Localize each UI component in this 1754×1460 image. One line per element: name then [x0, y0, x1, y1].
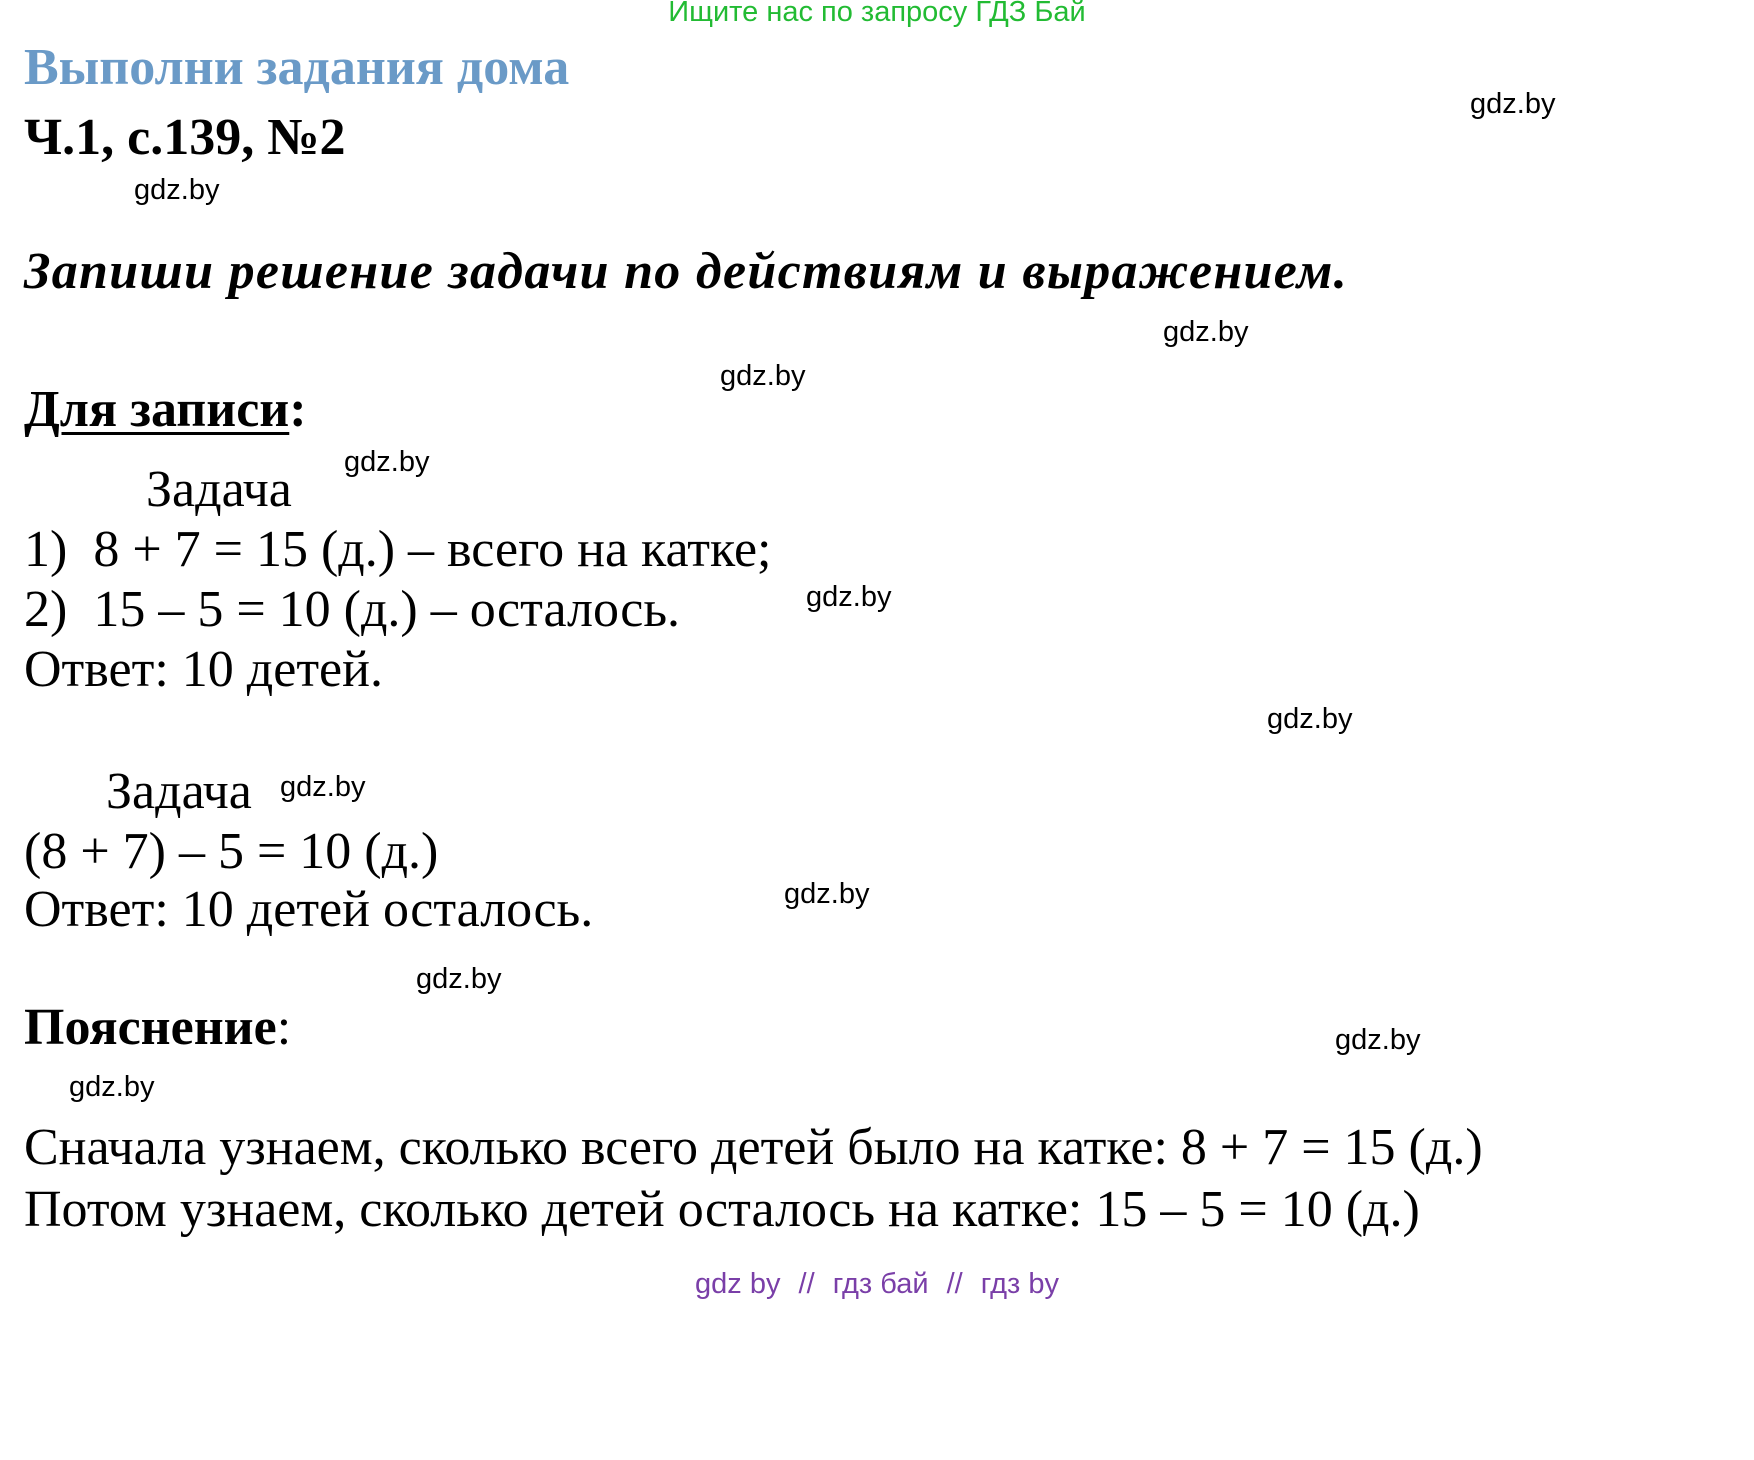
watermark: gdz.by — [69, 1071, 155, 1103]
watermark: gdz.by — [416, 963, 502, 995]
task-instruction: Запиши решение задачи по действиям и выражением. — [24, 243, 1349, 300]
footer-link-gdz-by-cyr[interactable]: гдз by — [980, 1268, 1059, 1300]
task-reference: Ч.1, с.139, №2 — [24, 109, 346, 166]
record-heading-label: Для записи — [24, 381, 290, 438]
step-2: 2) 15 – 5 = 10 (д.) – осталось. — [24, 581, 681, 638]
footer-link-gdz-bai[interactable]: гдз бай — [832, 1268, 929, 1300]
explanation-line-1: Сначала узнаем, сколько всего детей было на катке: 8 + 7 = 15 (д.) — [24, 1119, 1483, 1176]
explanation-heading — [24, 998, 291, 1057]
explanation-heading-label: Пояснение — [24, 999, 277, 1056]
watermark: gdz.by — [1163, 316, 1249, 348]
footer-links — [0, 1268, 1754, 1301]
expression-title: Задача — [106, 763, 252, 820]
watermark: gdz.by — [280, 771, 366, 803]
watermark: gdz.by — [344, 446, 430, 478]
step-1: 1) 8 + 7 = 15 (д.) – всего на катке; — [24, 521, 772, 578]
explanation-heading-colon: : — [276, 999, 292, 1056]
steps-answer: Ответ: 10 детей. — [24, 641, 383, 698]
steps-title: Задача — [146, 461, 292, 518]
expression-answer: Ответ: 10 детей осталось. — [24, 881, 594, 938]
footer-link-gdz-by[interactable]: gdz by — [695, 1268, 781, 1300]
watermark: gdz.by — [134, 174, 220, 206]
watermark: gdz.by — [1470, 88, 1556, 120]
top-banner[interactable]: Ищите нас по запросу ГДЗ Бай — [668, 0, 1086, 28]
footer-separator: // — [798, 1268, 815, 1300]
expression: (8 + 7) – 5 = 10 (д.) — [24, 823, 439, 880]
watermark: gdz.by — [806, 581, 892, 613]
watermark: gdz.by — [720, 360, 806, 392]
watermark: gdz.by — [784, 878, 870, 910]
explanation-line-2: Потом узнаем, сколько детей осталось на катке: 15 – 5 = 10 (д.) — [24, 1181, 1420, 1238]
watermark: gdz.by — [1335, 1024, 1421, 1056]
record-heading — [24, 380, 307, 439]
watermark: gdz.by — [1267, 703, 1353, 735]
page-heading: Выполни задания дома — [24, 39, 570, 96]
footer-separator: // — [946, 1268, 963, 1300]
record-heading-colon: : — [289, 381, 307, 438]
